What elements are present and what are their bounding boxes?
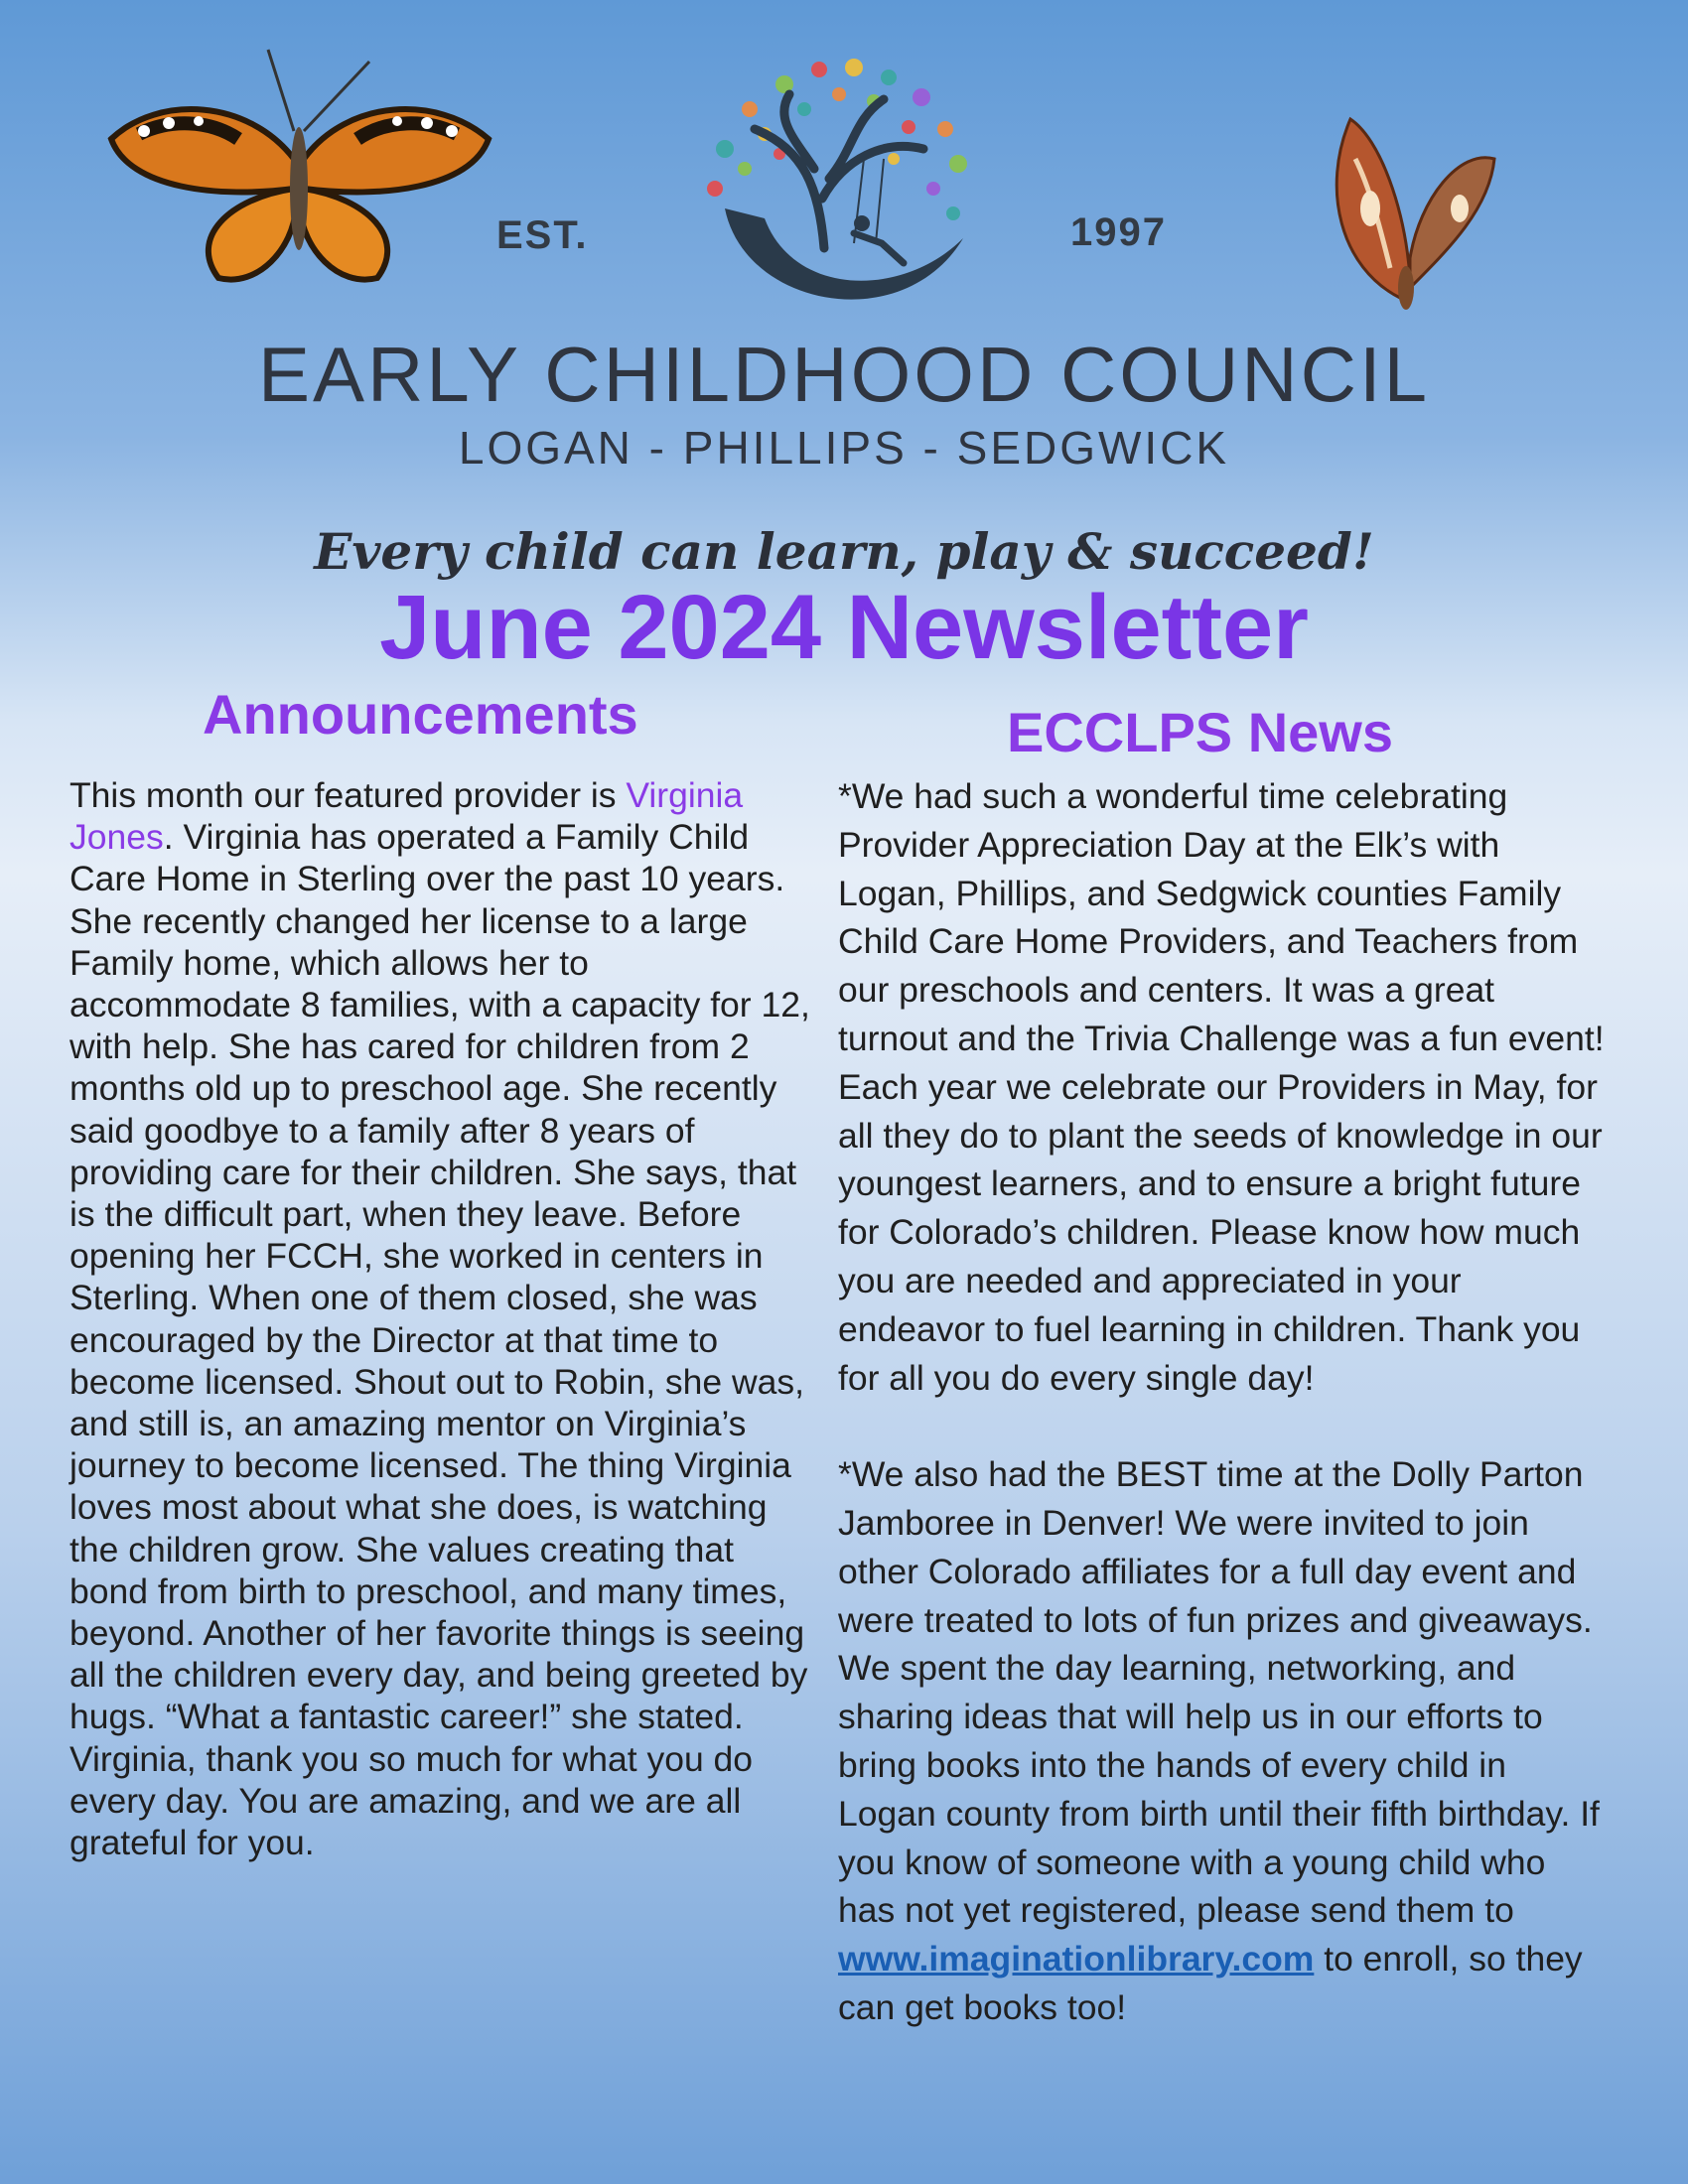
news-paragraph-2-start: *We also had the BEST time at the Dolly Parton Jamboree in Denver! We were invited to join other Colorado affiliates for a full day event and were treated to lots of fun prizes and giveaways. We spent the day learning, networking, and sharing ideas that will help us in our efforts to bring books into the hands of every child in Logan county from birth until their fifth birthday. If you know of someone with a young child who has not yet registered, please send them to — [838, 1454, 1600, 1931]
featured-provider-name: Virginia Jones — [70, 775, 744, 858]
butterfly-left-image — [99, 40, 496, 288]
news-paragraph-1: *We had such a wonderful time celebrating Provider Appreciation Day at the Elk’s with Logan, Phillips, and Sedgwick counties Family Child Care Home Providers, and Teachers from our preschools and centers. It was a great turnout and the Trivia Challenge was a fun event! Each year we celebrate our Providers in May, for all they do to plant the seeds of knowledge in our youngest learners, and to ensure a bright future for Colorado’s children. Please know how much you are needed and appreciated in your endeavor to fuel learning in children. Thank you for all you do every single day! — [838, 776, 1605, 1398]
newsletter-title: June 2024 Newsletter — [379, 577, 1309, 678]
counties-subtitle: LOGAN - PHILLIPS - SEDGWICK — [458, 422, 1230, 474]
established-label: EST. — [496, 213, 589, 257]
established-year: 1997 — [1070, 210, 1167, 254]
butterfly-right-image — [1311, 99, 1509, 328]
tagline: Every child can learn, play & succeed! — [314, 522, 1374, 581]
ecclps-news-body — [838, 772, 1609, 2032]
announcements-text: . Virginia has operated a Family Child Care Home in Sterling over the past 10 years. She recently changed her license to a large Family home, which allows her to accommodate 8 families, with a capacity for 12, with help. She has cared for children from 2 months old up to preschool age. She recently said goodbye to a family after 8 years of providing care for their children. She says, that is the difficult part, when they leave. Before opening her FCCH, she worked in centers in Sterling. When one of them closed, she was encouraged by the Director at that time to become licensed. Shout out to Robin, she was, and still is, an amazing mentor on Virginia’s journey to become licensed. The thing Virginia loves most about what she does, is watching the children grow. She values creating that bond from birth to preschool, and many times, beyond. Another of her favorite things is seeing all the children every day, and being greeted by hugs. “What a fantastic career!” she stated. Virginia, thank you so much for what you do every day. You are amazing, and we are all grateful for you. — [70, 817, 810, 1863]
tree-logo-icon — [655, 40, 1013, 338]
news-paragraph-2-end: to enroll, so they can get books too! — [838, 1939, 1583, 2027]
organization-name: EARLY CHILDHOOD COUNCIL — [257, 331, 1430, 418]
announcements-heading: Announcements — [203, 683, 638, 746]
news-paragraph-2 — [838, 1450, 1609, 2032]
ecclps-news-heading: ECCLPS News — [1007, 701, 1393, 763]
announcements-body — [70, 774, 816, 1863]
imagination-library-link[interactable]: www.imaginationlibrary.com — [838, 1939, 1315, 1979]
announcements-intro: This month our featured provider is — [70, 775, 627, 815]
